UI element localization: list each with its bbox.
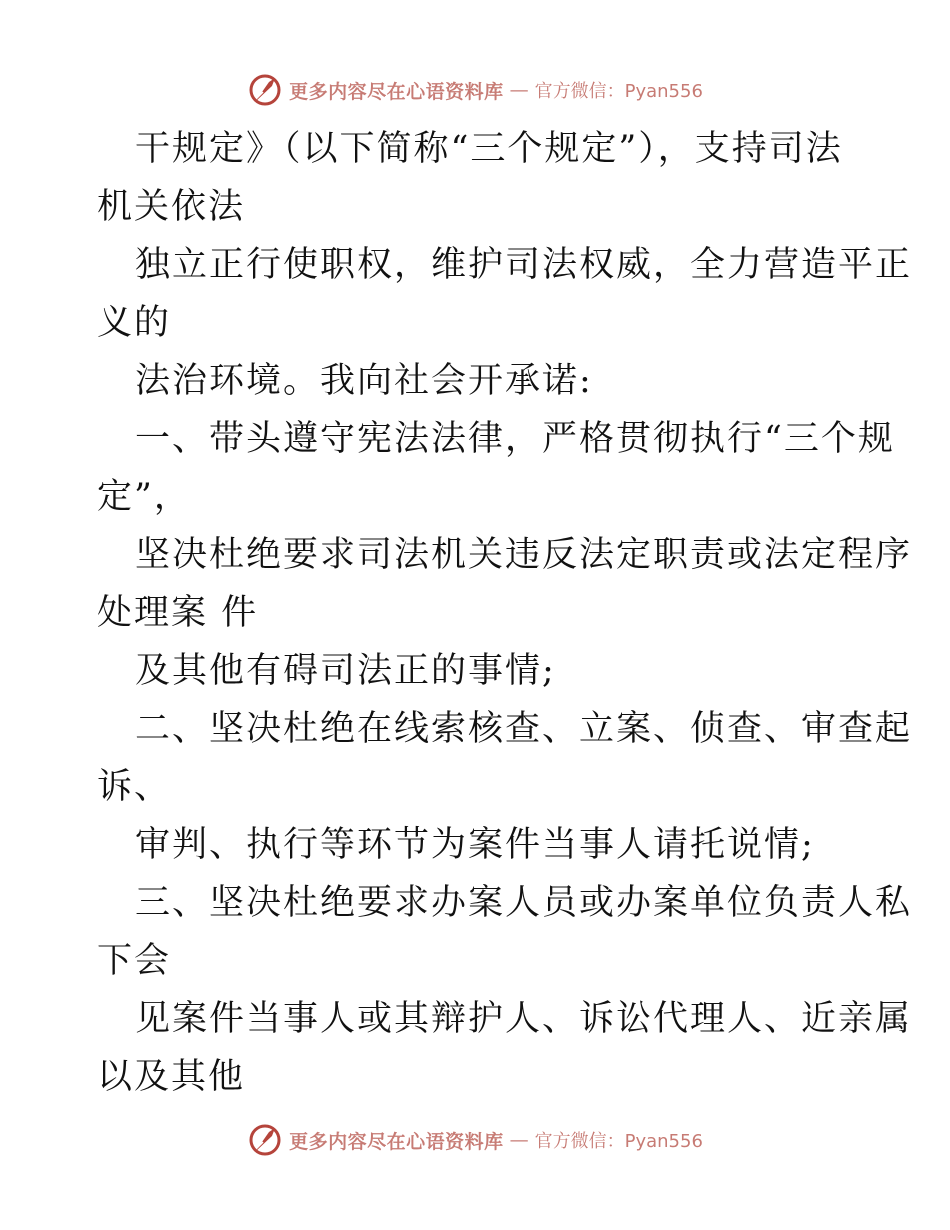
watermark-brand: 更多内容尽在心语资料库 <box>289 1130 504 1153</box>
text-line: 机关依法 <box>97 187 246 227</box>
text-line: 干规定》（以下简称“三个规定”），支持司法 <box>135 129 843 169</box>
text-line: 定”， <box>97 477 191 517</box>
quill-logo-icon <box>247 1122 283 1158</box>
text-line: 诉、 <box>97 767 172 807</box>
text-line: 二、坚决杜绝在线索核查、立案、侦查、审查起 <box>135 709 913 749</box>
text-line: 见案件当事人或其辩护人、诉讼代理人、近亲属 <box>135 999 913 1039</box>
text-line: 一、带头遵守宪法法律，严格贯彻执行“三个规 <box>135 419 895 459</box>
text-line: 以及其他 <box>97 1057 246 1097</box>
header-watermark <box>0 70 950 110</box>
text-line: 处理案 件 <box>97 593 259 633</box>
text-line: 及其他有碍司法正的事情; <box>135 651 556 691</box>
watermark-separator: — <box>509 1129 529 1151</box>
watermark-contact: 官方微信：Pyan556 <box>534 1131 703 1152</box>
text-line: 三、坚决杜绝要求办案人员或办案单位负责人私 <box>135 883 913 923</box>
document-body <box>97 120 913 1106</box>
text-line: 义的 <box>97 303 172 343</box>
quill-logo-icon <box>247 72 283 108</box>
text-line: 下会 <box>97 941 172 981</box>
text-line: 审判、执行等环节为案件当事人请托说情; <box>135 825 815 865</box>
watermark-separator: — <box>509 79 529 101</box>
watermark-contact: 官方微信：Pyan556 <box>534 81 703 102</box>
text-line: 坚决杜绝要求司法机关违反法定职责或法定程序 <box>135 535 913 575</box>
text-line: 法治环境。我向社会开承诺: <box>135 361 593 401</box>
footer-watermark <box>0 1120 950 1160</box>
watermark-brand: 更多内容尽在心语资料库 <box>289 80 504 103</box>
text-line: 独立正行使职权，维护司法权威，全力营造平正 <box>135 245 913 285</box>
